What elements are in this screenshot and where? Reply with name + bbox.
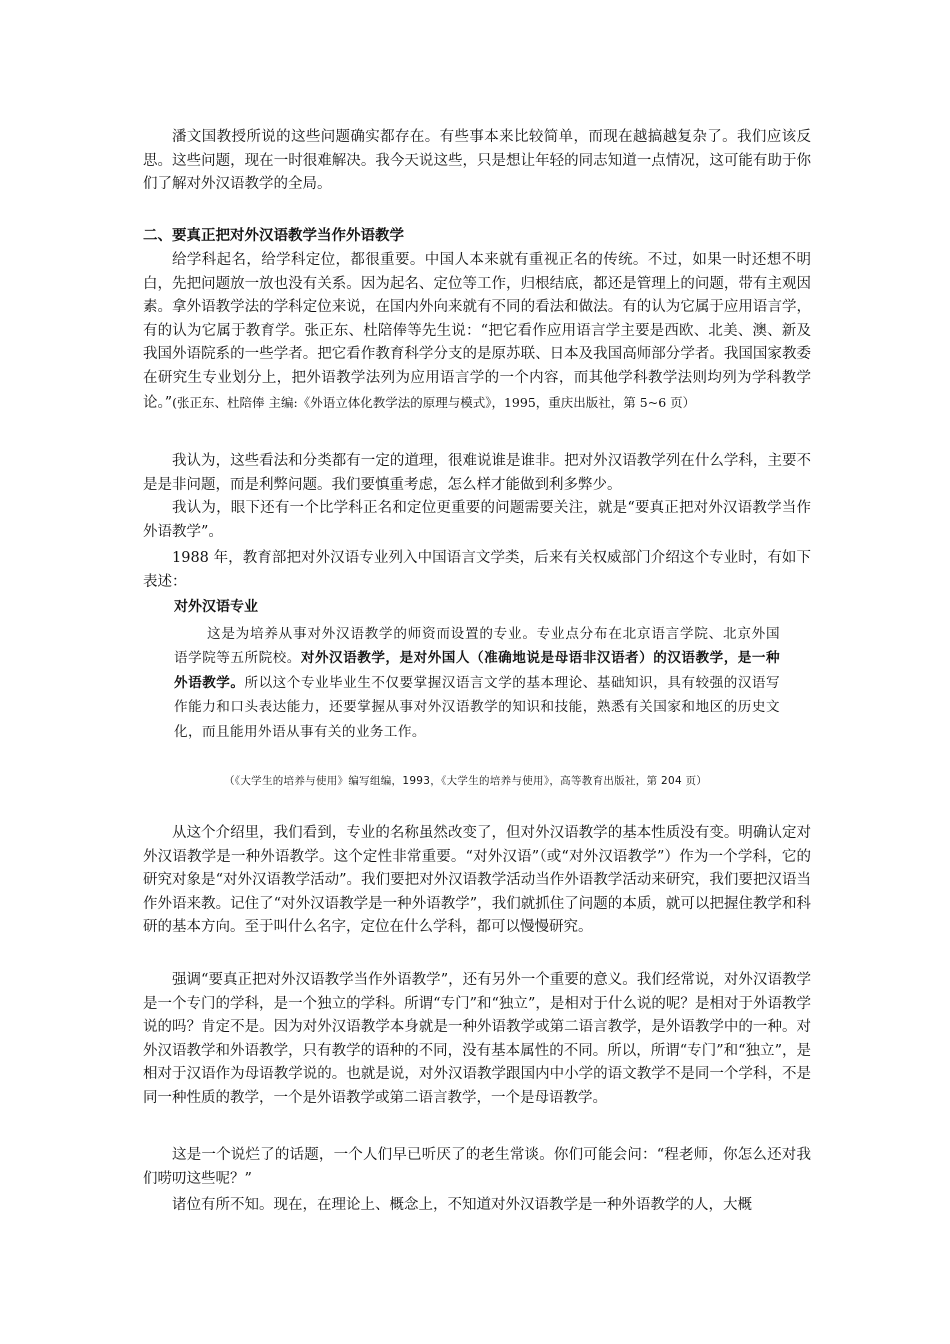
quote-title: 对外汉语专业 xyxy=(174,599,258,615)
quote-source: （《大学生的培养与使用》编写组编，1993，《大学生的培养与使用》，高等教育出版社，第 204 页） xyxy=(224,775,708,787)
paragraph-opinion: 我认为，这些看法和分类都有一定的道理，很难说谁是谁非。把对外汉语教学列在什么学科，主要不是是非问题，而是利弊问题。我们要慎重考虑，怎么样才能做到利多弊少。 xyxy=(143,453,811,493)
quote-text-part2: 所以这个专业毕业生不仅要掌握汉语言文学的基本理论、基础知识，具有较强的汉语写作能力和口头表达能力，还要掌握从事对外汉语教学的知识和技能，熟悉有关国家和地区的历史文化，而且能用外语从事有关的业务工作。 xyxy=(174,674,781,740)
section-heading: 二、要真正把对外汉语教学当作外语教学 xyxy=(143,228,404,244)
paragraph-significance: 强调“要真正把对外汉语教学当作外语教学”，还有另外一个重要的意义。我们经常说，对外汉语教学是一个专门的学科，是一个独立的学科。所谓“专门”和“独立”，是相对于什么说的呢？是相对于外语教学说的吗？肯定不是。因为对外汉语教学本身就是一种外语教学或第二语言教学，是外语教学中的一种。对外汉语教学和外语教学，只有教学的语种的不同，没有基本属性的不同。所以，所谓“专门”和“独立”，是相对于汉语作为母语教学说的。也就是说，对外汉语教学跟国内中小学的语文教学不是同一个学科，不是同一种性质的教学，一个是外语教学或第二语言教学，一个是母语教学。 xyxy=(143,972,811,1106)
paragraph-1988: 1988 年，教育部把对外汉语专业列入中国语言文学类，后来有关权威部门介绍这个专业时，有如下表述： xyxy=(143,550,811,590)
citation-reference: (张正东、杜陪俸 主编:《外语立体化教学法的原理与模式》，1995，重庆出版社，第 5~6 页） xyxy=(172,394,696,410)
paragraph-naming xyxy=(143,249,811,415)
paragraph-continuation: 诸位有所不知。现在，在理论上、概念上，不知道对外汉语教学是一种外语教学的人，大概 xyxy=(172,1197,752,1213)
paragraph-key-issue: 我认为，眼下还有一个比学科正名和定位更重要的问题需要关注，就是“要真正把对外汉语教学当作外语教学”。 xyxy=(143,500,811,540)
paragraph-cliche: 这是一个说烂了的话题，一个人们早已听厌了的老生常谈。你们可能会问：“程老师，你怎么还对我们唠叨这些呢？” xyxy=(143,1147,811,1187)
paragraph-naming-text: 给学科起名，给学科定位，都很重要。中国人本来就有重视正名的传统。不过，如果一时还想不明白，先把问题放一放也没有关系。因为起名、定位等工作，归根结底，都还是管理上的问题，带有主观因素。拿外语教学法的学科定位来说，在国内外向来就有不同的看法和做法。有的认为它属于应用语言学，有的认为它属于教育学。张正东、杜陪俸等先生说：“把它看作应用语言学主要是西欧、北美、澳、新及我国外语院系的一些学者。把它看作教育科学分支的是原苏联、日本及我国高师部分学者。我国国家教委在研究生专业划分上，把外语教学法列为应用语言学的一个内容，而其他学科教学法则均列为学科教学论。” xyxy=(143,252,811,411)
quote-emphasis: 对外汉语教学，是对外国人（准确地说是母语非汉语者）的汉语教学，是一种外语教学。 xyxy=(174,650,780,691)
block-quote xyxy=(174,622,780,744)
quote-text-part1: 这是为培养从事对外汉语教学的师资而设置的专业。专业点分布在北京语言学院、北京外国语学院等五所院校。 xyxy=(174,626,780,667)
paragraph-conclusion: 从这个介绍里，我们看到，专业的名称虽然改变了，但对外汉语教学的基本性质没有变。明确认定对外汉语教学是一种外语教学。这个定性非常重要。“对外汉语”（或“对外汉语教学”）作为一个学科，它的研究对象是“对外汉语教学活动”。我们要把对外汉语教学活动当作外语教学活动来研究，我们要把汉语当作外语来教。记住了“对外汉语教学是一种外语教学”，我们就抓住了问题的本质，就可以把握住教学和科研的基本方向。至于叫什么名字，定位在什么学科，都可以慢慢研究。 xyxy=(143,825,811,936)
paragraph-intro: 潘文国教授所说的这些问题确实都存在。有些事本来比较简单，而现在越搞越复杂了。我们应该反思。这些问题，现在一时很难解决。我今天说这些，只是想让年轻的同志知道一点情况，这可能有助于你们了解对外汉语教学的全局。 xyxy=(143,129,811,193)
